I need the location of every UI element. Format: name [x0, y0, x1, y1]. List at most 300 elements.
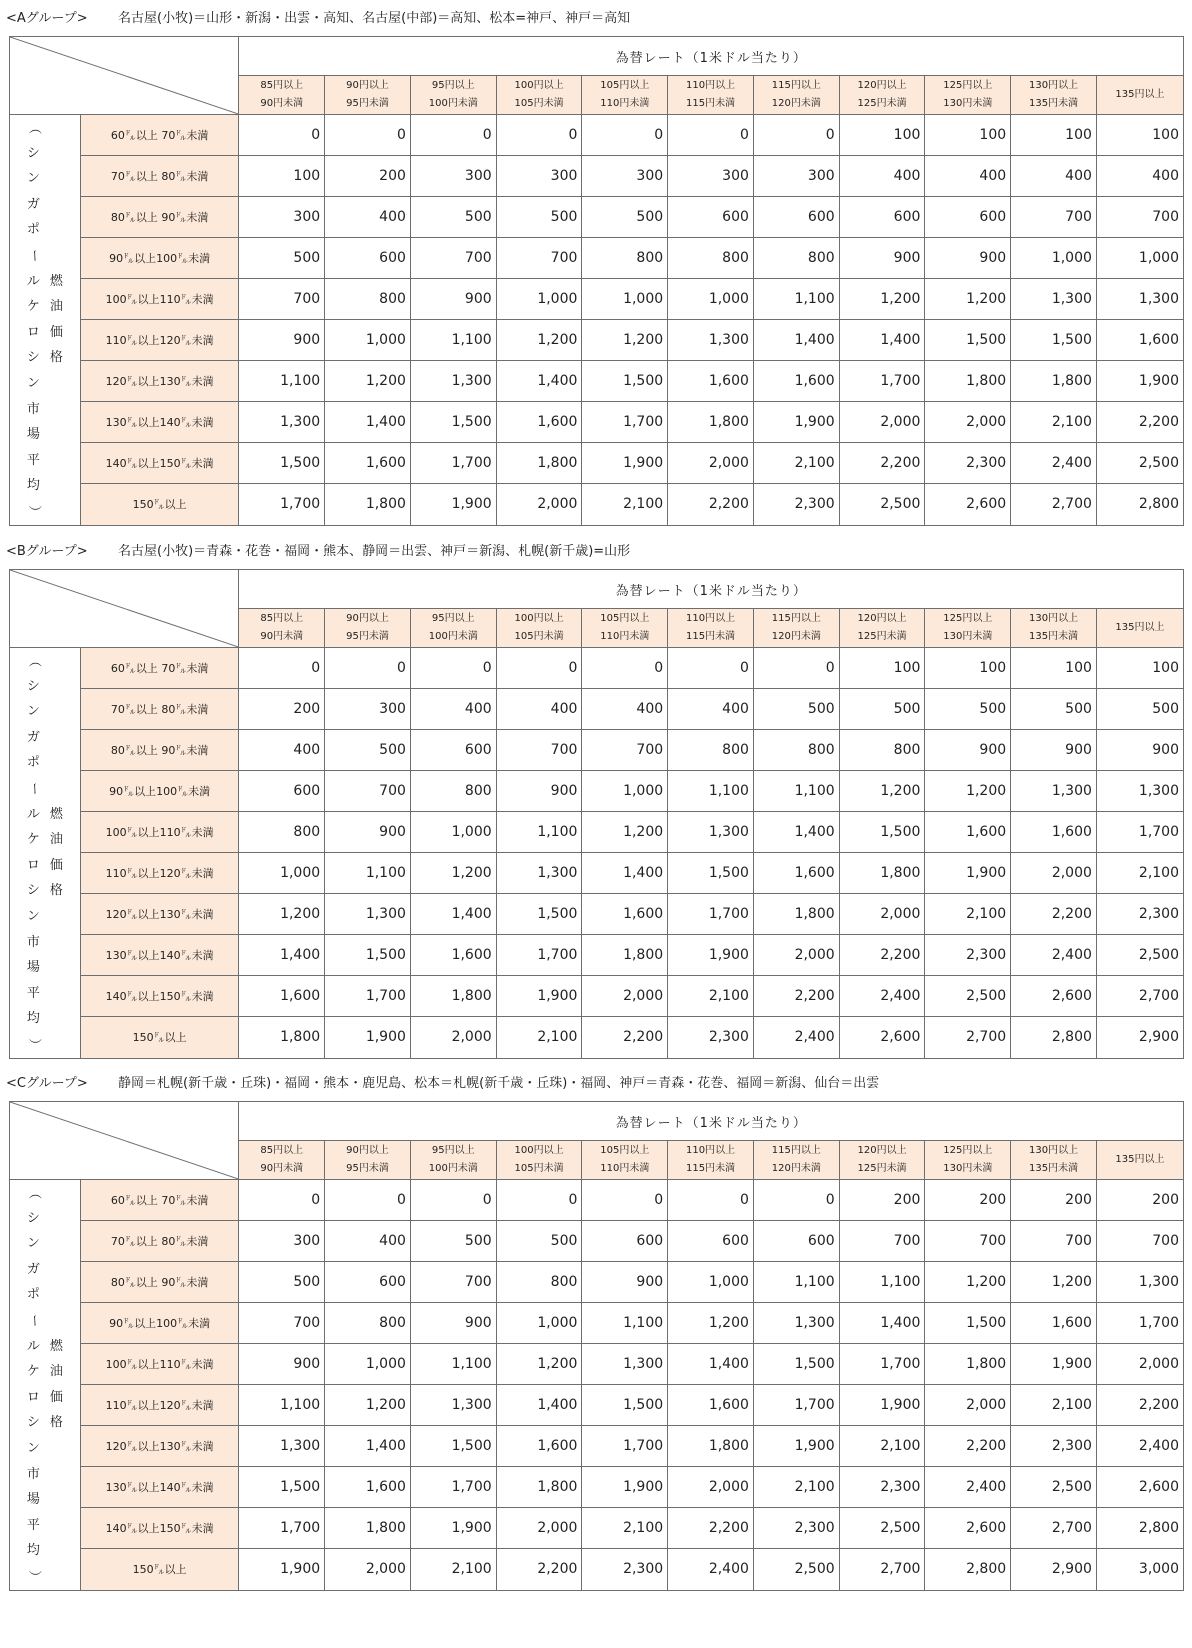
surcharge-value: 500 — [839, 689, 925, 730]
surcharge-value: 1,400 — [582, 853, 668, 894]
surcharge-value: 1,200 — [925, 279, 1011, 320]
table-row — [10, 976, 1184, 1017]
rate-range-text: 115円未満 — [685, 631, 736, 642]
surcharge-value: 900 — [410, 279, 496, 320]
exchange-rate-header: 為替レート（1米ドル当たり） — [239, 1102, 1184, 1141]
surcharge-value: 1,800 — [668, 402, 754, 443]
surcharge-value: 400 — [325, 197, 411, 238]
surcharge-value: 100 — [1096, 115, 1183, 156]
surcharge-value: 600 — [668, 197, 754, 238]
surcharge-value: 2,800 — [925, 1549, 1011, 1590]
surcharge-value: 1,000 — [582, 771, 668, 812]
surcharge-value: 1,900 — [753, 1426, 839, 1467]
surcharge-value: 800 — [668, 730, 754, 771]
surcharge-value: 600 — [668, 1221, 754, 1262]
fuel-range-label: 100㌦以上110㌦未満 — [80, 1344, 239, 1385]
fuel-price-text — [50, 802, 63, 904]
rate-column-header — [839, 609, 925, 648]
surcharge-value: 300 — [410, 156, 496, 197]
surcharge-value: 2,200 — [668, 1508, 754, 1549]
rate-column-header — [239, 609, 325, 648]
rate-range-text: 115円未満 — [685, 98, 736, 109]
surcharge-value: 1,900 — [753, 402, 839, 443]
surcharge-value: 1,700 — [410, 1467, 496, 1508]
surcharge-value: 1,500 — [239, 443, 325, 484]
surcharge-value: 1,000 — [325, 1344, 411, 1385]
surcharge-value: 1,700 — [1096, 1303, 1183, 1344]
surcharge-value: 0 — [239, 1180, 325, 1221]
surcharge-value: 300 — [753, 156, 839, 197]
surcharge-value: 2,200 — [925, 1426, 1011, 1467]
rate-range-text: 135円未満 — [1028, 1163, 1079, 1174]
label-char: シ — [26, 1415, 40, 1431]
rate-range-text: 130円以上 — [1028, 80, 1079, 91]
surcharge-value: 2,300 — [753, 484, 839, 525]
label-char: 価 — [49, 857, 63, 873]
fuel-price-label-stack — [27, 1180, 63, 1590]
group-title — [0, 6, 630, 32]
surcharge-value: 1,500 — [839, 812, 925, 853]
surcharge-value: 400 — [496, 689, 582, 730]
label-char: 価 — [49, 1389, 63, 1405]
surcharge-value: 700 — [239, 279, 325, 320]
header-row — [10, 37, 1184, 76]
surcharge-value: 2,000 — [668, 443, 754, 484]
rate-column-header — [239, 76, 325, 115]
surcharge-value: 1,200 — [839, 279, 925, 320]
label-char: 油 — [49, 1364, 63, 1380]
label-char: シ — [26, 1210, 40, 1226]
surcharge-value: 300 — [582, 156, 668, 197]
surcharge-value: 200 — [839, 1180, 925, 1221]
surcharge-value: 1,300 — [668, 812, 754, 853]
surcharge-value: 200 — [325, 156, 411, 197]
fuel-price-label — [10, 648, 81, 1059]
label-char: ロ — [26, 324, 40, 340]
surcharge-value: 100 — [925, 648, 1011, 689]
table-row — [10, 156, 1184, 197]
surcharge-value: 2,000 — [925, 1385, 1011, 1426]
rate-range-text: 90円未満 — [260, 98, 304, 109]
surcharge-value: 2,200 — [496, 1549, 582, 1590]
rate-range-text: 135円未満 — [1028, 98, 1079, 109]
label-char: シ — [26, 883, 40, 899]
surcharge-value: 1,500 — [1011, 320, 1097, 361]
surcharge-value: 1,000 — [496, 1303, 582, 1344]
surcharge-value: 2,200 — [753, 976, 839, 1017]
surcharge-value: 1,600 — [925, 812, 1011, 853]
surcharge-value: 1,900 — [496, 976, 582, 1017]
surcharge-value: 1,900 — [1011, 1344, 1097, 1385]
surcharge-value: 0 — [668, 115, 754, 156]
surcharge-value: 1,200 — [410, 853, 496, 894]
surcharge-value: 100 — [1011, 648, 1097, 689]
surcharge-value: 2,000 — [839, 894, 925, 935]
rate-column-header — [1011, 609, 1097, 648]
surcharge-value: 1,200 — [496, 1344, 582, 1385]
label-char: ル — [26, 806, 40, 822]
surcharge-value: 1,100 — [239, 1385, 325, 1426]
surcharge-value: 600 — [925, 197, 1011, 238]
surcharge-value: 1,200 — [582, 812, 668, 853]
surcharge-value: 200 — [1011, 1180, 1097, 1221]
label-char: ン — [26, 375, 40, 391]
surcharge-value: 1,900 — [668, 935, 754, 976]
label-char: ー — [26, 782, 42, 796]
group-routes: 静岡＝札幌(新千歳・丘珠)・福岡・熊本・鹿児島、松本＝札幌(新千歳・丘珠)・福岡、神戸＝青森・花巻、福岡＝新潟、仙台＝出雲 — [118, 1076, 880, 1091]
surcharge-value: 100 — [239, 156, 325, 197]
label-char: ン — [26, 1236, 40, 1252]
surcharge-value: 0 — [582, 115, 668, 156]
surcharge-value: 500 — [410, 197, 496, 238]
fuel-range-label: 120㌦以上130㌦未満 — [80, 1426, 239, 1467]
surcharge-value: 1,800 — [496, 1467, 582, 1508]
surcharge-value: 0 — [668, 1180, 754, 1221]
surcharge-value: 300 — [668, 156, 754, 197]
surcharge-value: 0 — [325, 115, 411, 156]
rate-range-text: 100円以上 — [514, 1145, 564, 1156]
surcharge-value: 400 — [410, 689, 496, 730]
surcharge-value: 2,400 — [753, 1017, 839, 1058]
surcharge-value: 300 — [239, 1221, 325, 1262]
surcharge-value: 1,900 — [410, 484, 496, 525]
surcharge-value: 1,000 — [668, 279, 754, 320]
surcharge-value: 2,200 — [839, 935, 925, 976]
surcharge-value: 2,500 — [1011, 1467, 1097, 1508]
header-row — [10, 1102, 1184, 1141]
table-row — [10, 1508, 1184, 1549]
fuel-range-label: 140㌦以上150㌦未満 — [80, 976, 239, 1017]
surcharge-value: 2,100 — [582, 1508, 668, 1549]
label-char: ル — [26, 273, 40, 289]
diagonal-line — [10, 1102, 238, 1179]
surcharge-value: 1,400 — [325, 1426, 411, 1467]
surcharge-value: 2,500 — [1096, 935, 1183, 976]
surcharge-value: 1,500 — [325, 935, 411, 976]
table-row — [10, 648, 1184, 689]
surcharge-value: 1,600 — [753, 853, 839, 894]
label-char: ケ — [26, 832, 40, 848]
rate-range-text: 100円以上 — [514, 80, 564, 91]
rate-range-text: 90円未満 — [260, 631, 304, 642]
header-row — [10, 570, 1184, 609]
surcharge-value: 800 — [239, 812, 325, 853]
surcharge-value: 1,500 — [582, 361, 668, 402]
surcharge-value: 2,000 — [496, 484, 582, 525]
table-row — [10, 1467, 1184, 1508]
surcharge-value: 2,200 — [839, 443, 925, 484]
fuel-range-label: 100㌦以上110㌦未満 — [80, 279, 239, 320]
surcharge-value: 1,800 — [582, 935, 668, 976]
surcharge-value: 2,000 — [1096, 1344, 1183, 1385]
surcharge-value: 2,000 — [753, 935, 839, 976]
surcharge-value: 2,100 — [582, 484, 668, 525]
surcharge-value: 400 — [668, 689, 754, 730]
table-row — [10, 1180, 1184, 1221]
surcharge-value: 800 — [753, 730, 839, 771]
surcharge-value: 1,900 — [325, 1017, 411, 1058]
surcharge-value: 500 — [239, 1262, 325, 1303]
label-char: ） — [26, 505, 42, 519]
surcharge-value: 2,100 — [496, 1017, 582, 1058]
surcharge-table — [9, 36, 1184, 526]
surcharge-value: 1,300 — [239, 1426, 325, 1467]
label-char: 市 — [26, 1466, 40, 1482]
table-row — [10, 1262, 1184, 1303]
fuel-range-label: 150㌦以上 — [80, 484, 239, 525]
rate-range-text: 110円未満 — [600, 1163, 650, 1174]
rate-range-text: 105円以上 — [600, 613, 650, 624]
surcharge-value: 600 — [753, 1221, 839, 1262]
rate-range-text: 130円未満 — [943, 1163, 993, 1174]
surcharge-value: 1,600 — [753, 361, 839, 402]
surcharge-value: 500 — [325, 730, 411, 771]
surcharge-value: 2,800 — [1096, 1508, 1183, 1549]
table-row — [10, 1385, 1184, 1426]
rate-range-text: 100円未満 — [428, 1163, 478, 1174]
surcharge-value: 2,800 — [1096, 484, 1183, 525]
surcharge-value: 1,700 — [1096, 812, 1183, 853]
rate-range-text: 110円未満 — [600, 98, 650, 109]
surcharge-value: 2,100 — [839, 1426, 925, 1467]
surcharge-value: 2,200 — [668, 484, 754, 525]
table-row — [10, 730, 1184, 771]
rate-range-text: 105円未満 — [514, 1163, 564, 1174]
exchange-rate-header: 為替レート（1米ドル当たり） — [239, 570, 1184, 609]
label-char: ン — [26, 704, 40, 720]
surcharge-value: 1,400 — [496, 1385, 582, 1426]
surcharge-value: 0 — [410, 1180, 496, 1221]
surcharge-value: 2,700 — [839, 1549, 925, 1590]
rate-range-text: 105円未満 — [514, 98, 564, 109]
rate-range-text: 125円以上 — [943, 1145, 993, 1156]
surcharge-value: 1,800 — [325, 484, 411, 525]
table-row — [10, 812, 1184, 853]
surcharge-value: 500 — [496, 197, 582, 238]
surcharge-value: 1,700 — [410, 443, 496, 484]
label-char: ガ — [26, 196, 40, 212]
kerosene-market-label — [27, 1180, 40, 1590]
rate-range-text: 125円以上 — [943, 80, 993, 91]
rate-column-header — [839, 1141, 925, 1180]
surcharge-value: 1,800 — [925, 1344, 1011, 1385]
surcharge-value: 1,100 — [239, 361, 325, 402]
rate-range-text: 120円以上 — [857, 80, 907, 91]
group-label: <Bグループ> — [6, 544, 88, 559]
rate-range-text: 95円以上 — [431, 80, 475, 91]
label-char: 燃 — [49, 806, 63, 822]
surcharge-value: 2,700 — [1096, 976, 1183, 1017]
rate-range-text: 105円未満 — [514, 631, 564, 642]
surcharge-value: 800 — [668, 238, 754, 279]
rate-column-header — [753, 609, 839, 648]
table-row — [10, 1549, 1184, 1590]
surcharge-value: 0 — [410, 115, 496, 156]
label-char: ン — [26, 1440, 40, 1456]
rate-column-header — [325, 609, 411, 648]
surcharge-value: 1,700 — [496, 935, 582, 976]
surcharge-value: 2,200 — [1096, 402, 1183, 443]
table-row — [10, 853, 1184, 894]
surcharge-value: 800 — [410, 771, 496, 812]
surcharge-value: 100 — [1096, 648, 1183, 689]
surcharge-value: 1,200 — [925, 1262, 1011, 1303]
rate-range-text: 125円以上 — [943, 613, 993, 624]
surcharge-value: 2,600 — [925, 1508, 1011, 1549]
label-char: 均 — [26, 1011, 40, 1027]
rate-range-text: 120円未満 — [771, 98, 821, 109]
surcharge-value: 1,600 — [668, 361, 754, 402]
rate-range-text: 90円以上 — [346, 613, 389, 624]
surcharge-value: 2,500 — [925, 976, 1011, 1017]
surcharge-value: 700 — [496, 238, 582, 279]
surcharge-value: 1,400 — [239, 935, 325, 976]
surcharge-value: 900 — [839, 238, 925, 279]
group-title — [0, 1071, 879, 1097]
surcharge-value: 2,400 — [668, 1549, 754, 1590]
surcharge-value: 2,100 — [925, 894, 1011, 935]
surcharge-value: 1,200 — [668, 1303, 754, 1344]
fuel-price-label-stack — [27, 648, 63, 1058]
kerosene-market-label — [27, 115, 40, 525]
surcharge-value: 0 — [325, 648, 411, 689]
surcharge-value: 1,000 — [325, 320, 411, 361]
label-char: 燃 — [49, 1338, 63, 1354]
surcharge-value: 100 — [839, 115, 925, 156]
surcharge-value: 1,500 — [925, 1303, 1011, 1344]
surcharge-value: 1,700 — [239, 484, 325, 525]
surcharge-value: 2,300 — [1096, 894, 1183, 935]
surcharge-value: 700 — [1011, 1221, 1097, 1262]
surcharge-value: 2,100 — [1011, 1385, 1097, 1426]
label-char: ン — [26, 908, 40, 924]
surcharge-value: 2,300 — [753, 1508, 839, 1549]
surcharge-value: 1,200 — [1011, 1262, 1097, 1303]
surcharge-value: 1,300 — [753, 1303, 839, 1344]
surcharge-value: 700 — [1096, 197, 1183, 238]
label-char: 平 — [26, 985, 40, 1001]
surcharge-value: 1,400 — [753, 320, 839, 361]
surcharge-value: 2,700 — [925, 1017, 1011, 1058]
surcharge-value: 2,500 — [753, 1549, 839, 1590]
label-char: 均 — [26, 1543, 40, 1559]
surcharge-value: 1,900 — [582, 1467, 668, 1508]
label-char: 場 — [26, 1492, 40, 1508]
fuel-range-label: 100㌦以上110㌦未満 — [80, 812, 239, 853]
label-char: ケ — [26, 1364, 40, 1380]
rate-column-header — [239, 1141, 325, 1180]
fuel-range-label: 120㌦以上130㌦未満 — [80, 361, 239, 402]
rate-column-header — [668, 1141, 754, 1180]
rate-column-header — [668, 609, 754, 648]
surcharge-value: 2,300 — [582, 1549, 668, 1590]
surcharge-value: 2,100 — [410, 1549, 496, 1590]
rate-range-text: 95円未満 — [346, 1163, 389, 1174]
rate-column-header — [325, 1141, 411, 1180]
surcharge-value: 2,300 — [839, 1467, 925, 1508]
fuel-range-label: 110㌦以上120㌦未満 — [80, 1385, 239, 1426]
corner-cell — [10, 37, 239, 115]
surcharge-value: 1,000 — [668, 1262, 754, 1303]
label-char: シ — [26, 145, 40, 161]
surcharge-value: 1,200 — [925, 771, 1011, 812]
surcharge-value: 900 — [239, 320, 325, 361]
rate-column-header — [1096, 76, 1183, 115]
surcharge-value: 400 — [582, 689, 668, 730]
label-char: シ — [26, 350, 40, 366]
surcharge-value: 1,200 — [239, 894, 325, 935]
surcharge-value: 900 — [925, 238, 1011, 279]
surcharge-value: 0 — [753, 1180, 839, 1221]
surcharge-value: 500 — [239, 238, 325, 279]
surcharge-value: 1,900 — [925, 853, 1011, 894]
surcharge-value: 1,900 — [410, 1508, 496, 1549]
surcharge-value: 2,900 — [1011, 1549, 1097, 1590]
surcharge-value: 1,400 — [496, 361, 582, 402]
surcharge-value: 2,200 — [1011, 894, 1097, 935]
surcharge-value: 700 — [239, 1303, 325, 1344]
surcharge-value: 1,500 — [582, 1385, 668, 1426]
group-title — [0, 539, 630, 565]
surcharge-value: 1,600 — [239, 976, 325, 1017]
surcharge-value: 2,200 — [582, 1017, 668, 1058]
surcharge-value: 2,400 — [1096, 1426, 1183, 1467]
corner-cell — [10, 1102, 239, 1180]
label-char: 場 — [26, 960, 40, 976]
surcharge-value: 2,600 — [925, 484, 1011, 525]
surcharge-value: 700 — [410, 1262, 496, 1303]
fuel-range-label: 90㌦以上100㌦未満 — [80, 771, 239, 812]
surcharge-value: 0 — [753, 115, 839, 156]
rate-column-header — [1096, 609, 1183, 648]
surcharge-value: 1,300 — [410, 1385, 496, 1426]
surcharge-table — [9, 569, 1184, 1059]
surcharge-value: 800 — [325, 1303, 411, 1344]
surcharge-value: 1,300 — [239, 402, 325, 443]
surcharge-value: 1,700 — [668, 894, 754, 935]
surcharge-value: 1,600 — [1096, 320, 1183, 361]
surcharge-value: 300 — [325, 689, 411, 730]
surcharge-value: 400 — [239, 730, 325, 771]
rate-column-header — [410, 1141, 496, 1180]
surcharge-value: 1,800 — [925, 361, 1011, 402]
table-row — [10, 894, 1184, 935]
surcharge-value: 2,200 — [1096, 1385, 1183, 1426]
rate-column-header — [839, 76, 925, 115]
surcharge-value: 1,100 — [668, 771, 754, 812]
surcharge-value: 1,600 — [1011, 812, 1097, 853]
surcharge-value: 2,300 — [925, 935, 1011, 976]
surcharge-value: 1,800 — [410, 976, 496, 1017]
surcharge-value: 2,300 — [1011, 1426, 1097, 1467]
surcharge-value: 2,700 — [1011, 484, 1097, 525]
rate-column-header — [582, 76, 668, 115]
label-char: ガ — [26, 729, 40, 745]
surcharge-value: 700 — [839, 1221, 925, 1262]
table-row — [10, 361, 1184, 402]
rate-column-header — [496, 1141, 582, 1180]
fuel-range-label: 90㌦以上100㌦未満 — [80, 1303, 239, 1344]
surcharge-value: 500 — [753, 689, 839, 730]
surcharge-value: 1,500 — [753, 1344, 839, 1385]
surcharge-value: 2,300 — [668, 1017, 754, 1058]
label-char: 均 — [26, 478, 40, 494]
table-row — [10, 238, 1184, 279]
surcharge-value: 500 — [925, 689, 1011, 730]
surcharge-value: 0 — [753, 648, 839, 689]
diagonal-line — [10, 570, 238, 647]
fuel-range-label: 90㌦以上100㌦未満 — [80, 238, 239, 279]
